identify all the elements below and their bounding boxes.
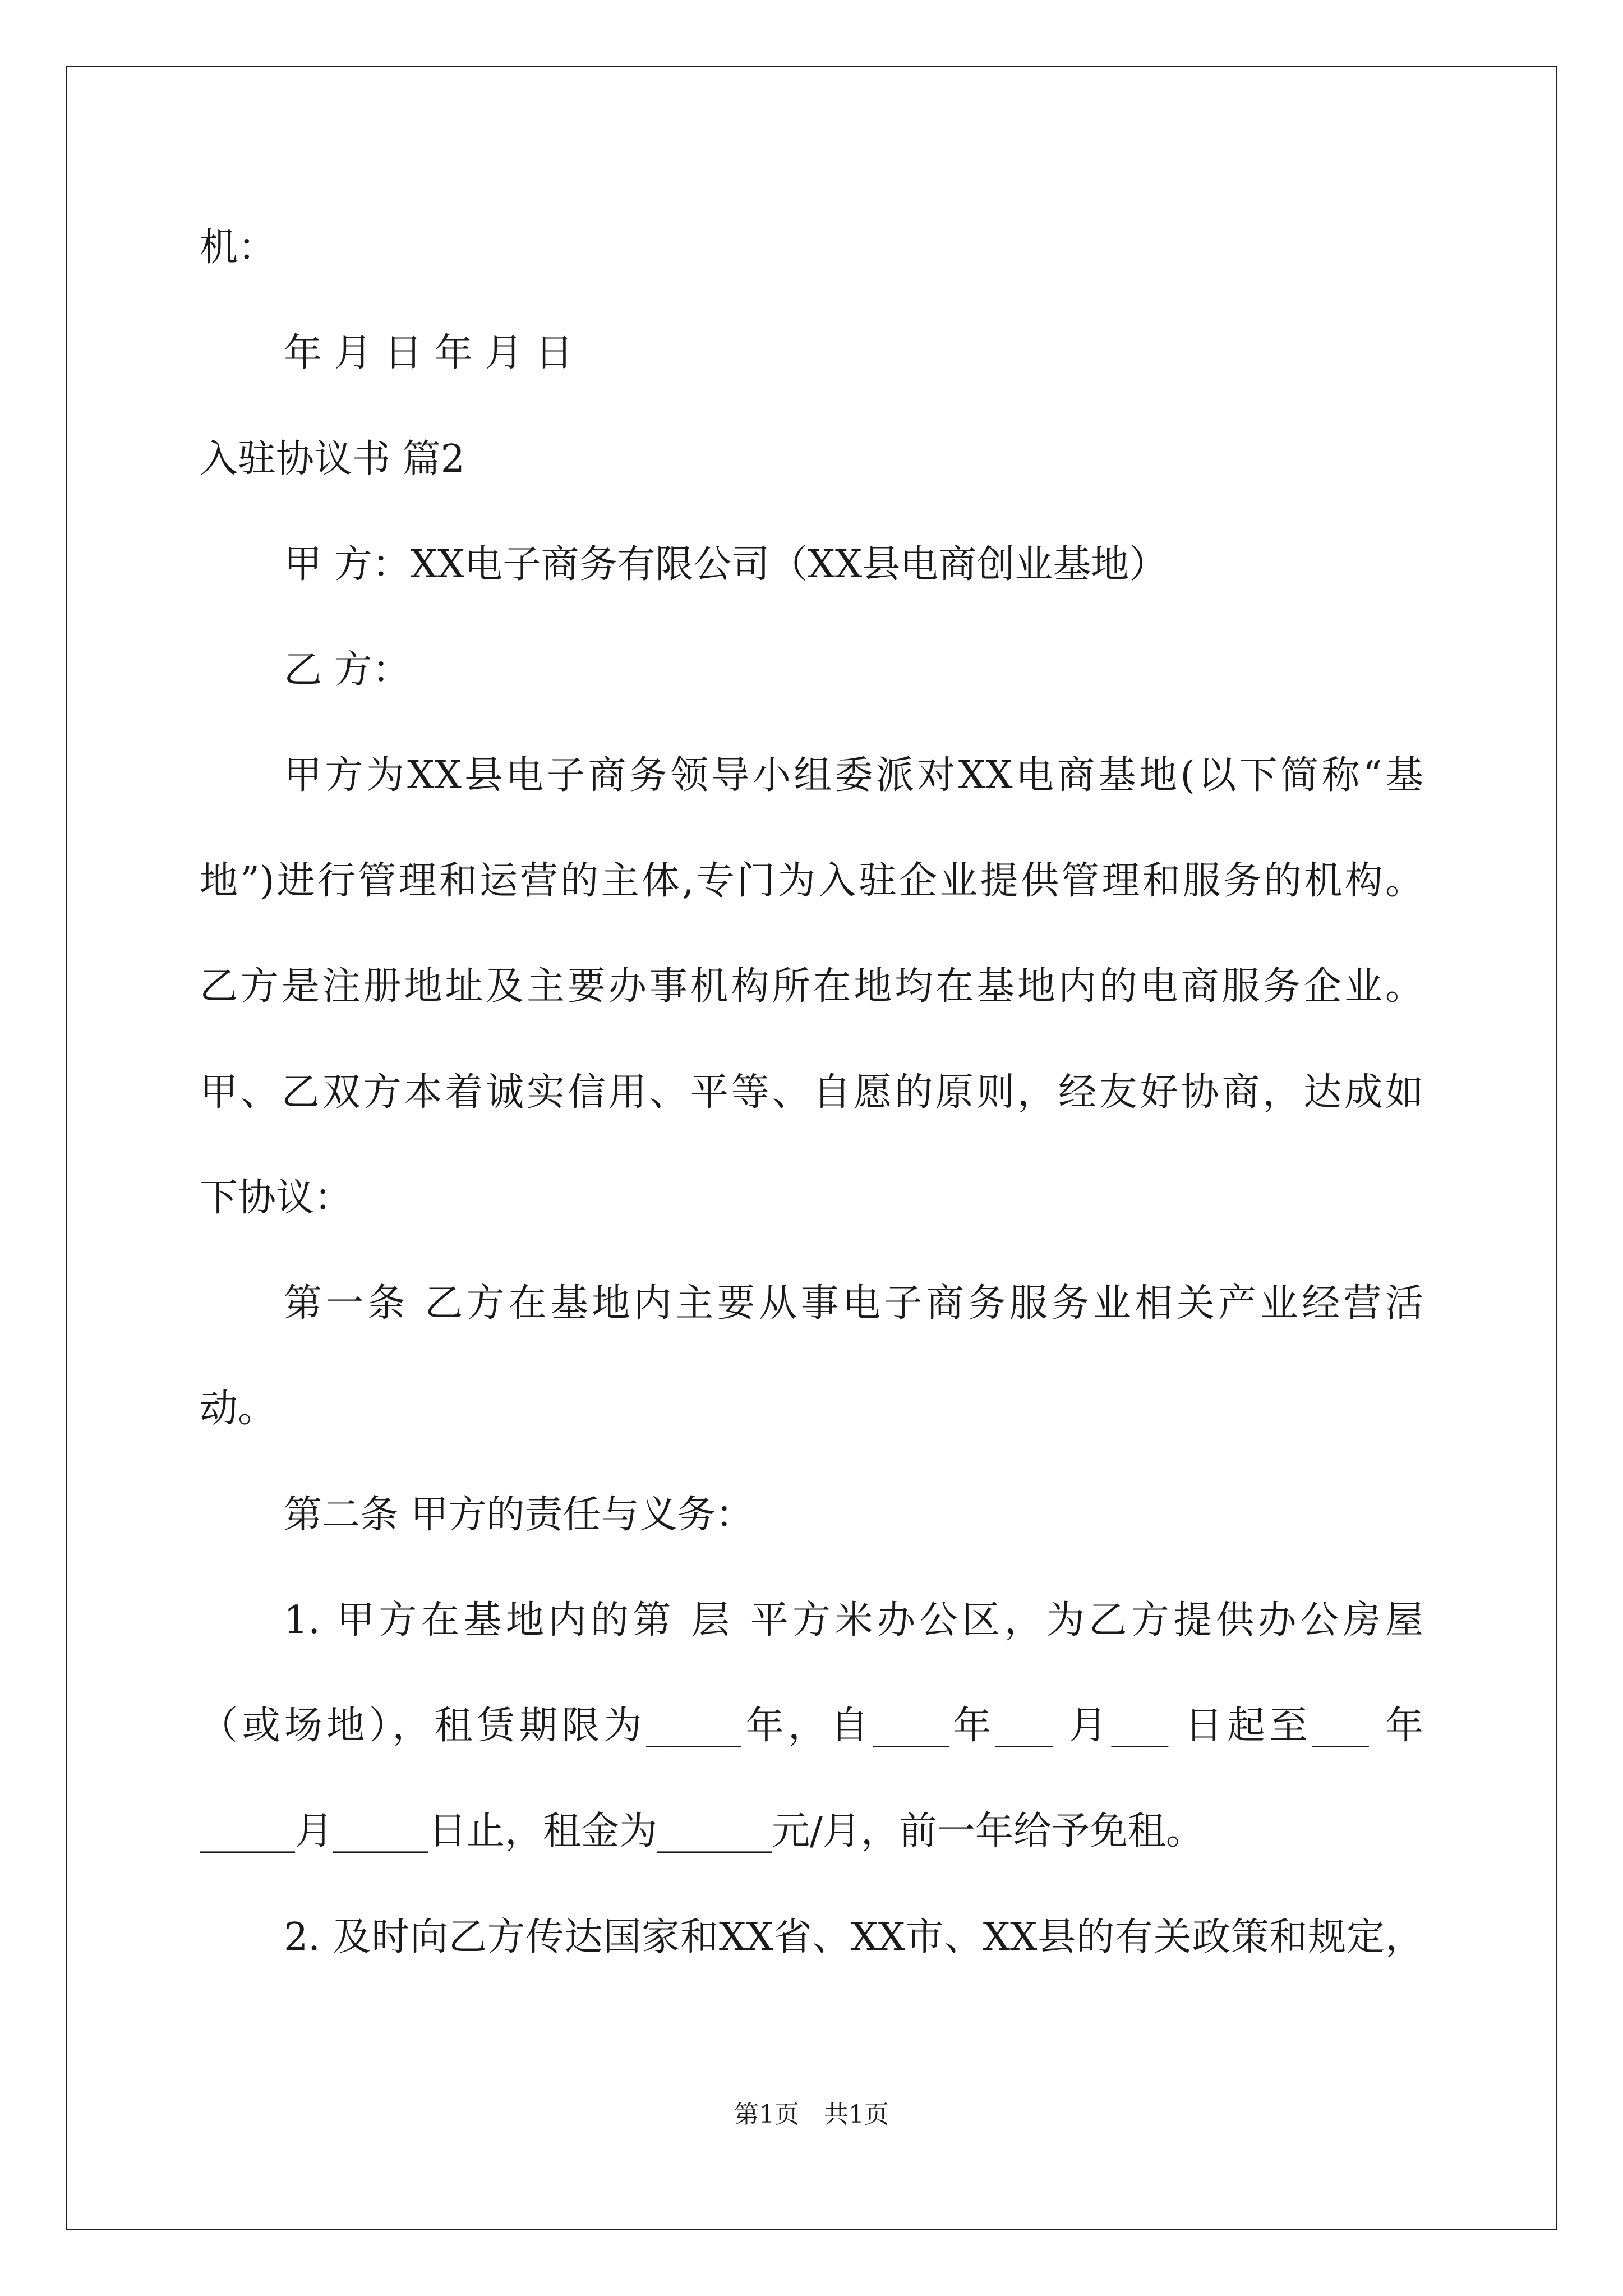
text-line-1: 机： bbox=[200, 226, 276, 270]
paragraph-line: 下协议： bbox=[200, 1176, 353, 1220]
party-a-line: 甲 方：XX电子商务有限公司（XX县电商创业基地） bbox=[284, 542, 1168, 587]
article-two-heading: 第二条 甲方的责任与义务： bbox=[284, 1493, 754, 1537]
clause-line: _____月_____日止，租金为______元/月，前一年给予免租。 bbox=[200, 1809, 1204, 1853]
page-footer: 第1页 共1页 bbox=[734, 2100, 889, 2129]
section-heading: 入驻协议书 篇2 bbox=[200, 437, 465, 481]
page-border bbox=[66, 66, 1557, 2230]
paragraph-line: 地”)进行管理和运营的主体,专门为入驻企业提供管理和服务的机构。 bbox=[200, 859, 1423, 903]
paragraph-line: 甲方为XX县电子商务领导小组委派对XX电商基地(以下简称“基 bbox=[284, 753, 1423, 798]
party-b-line: 乙 方： bbox=[284, 648, 411, 692]
paragraph-line: 甲、乙双方本着诚实信用、平等、自愿的原则，经友好协商，达成如 bbox=[200, 1070, 1423, 1115]
clause-line: 2. 及时向乙方传达国家和XX省、XX市、XX县的有关政策和规定， bbox=[284, 1915, 1423, 1959]
article-one-line: 动。 bbox=[200, 1387, 276, 1431]
clause-line: 1. 甲方在基地内的第 层 平方米办公区，为乙方提供办公房屋 bbox=[284, 1598, 1423, 1642]
clause-line: （或场地），租赁期限为_____年，自____年___ 月___ 日起至___ 年 bbox=[200, 1704, 1423, 1748]
paragraph-line: 乙方是注册地址及主要办事机构所在地均在基地内的电商服务企业。 bbox=[200, 964, 1423, 1009]
signature-date-line: 年 月 日 年 月 日 bbox=[284, 331, 574, 375]
article-one-line: 第一条 乙方在基地内主要从事电子商务服务业相关产业经营活 bbox=[284, 1281, 1423, 1326]
